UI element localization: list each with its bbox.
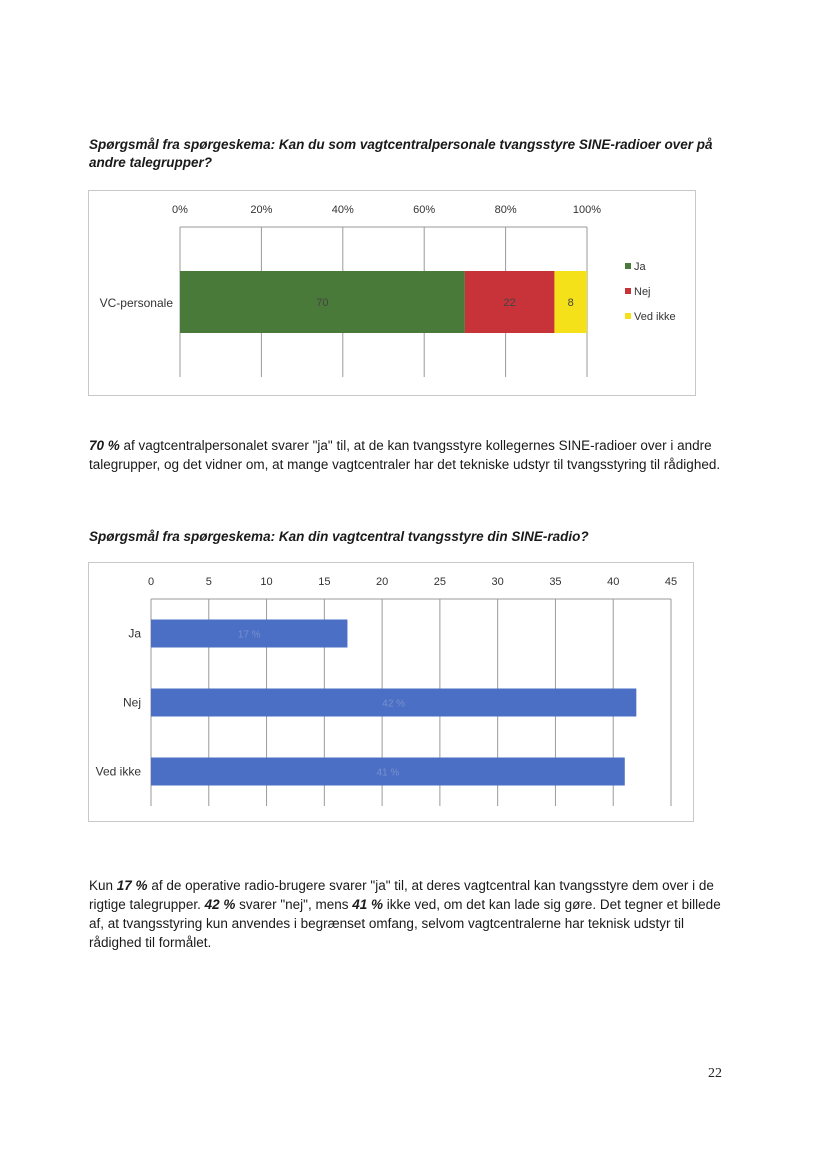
- paragraph-1: [89, 436, 729, 474]
- data-label: 41 %: [376, 767, 400, 779]
- paragraph-2-b3: 41 %: [352, 897, 384, 912]
- legend-swatch: [625, 288, 631, 294]
- x-tick-label: 0: [147, 576, 155, 588]
- category-label: Ved ikke: [95, 764, 141, 779]
- paragraph-2-t3: svarer "nej", mens: [235, 897, 353, 912]
- x-tick-label: 80%: [494, 204, 517, 216]
- x-tick-label: 40%: [331, 204, 354, 216]
- x-tick-label: 15: [318, 576, 331, 588]
- legend-label: Ja: [634, 261, 646, 273]
- legend-swatch: [625, 263, 631, 269]
- chart-2-frame: [88, 562, 694, 822]
- category-label: Nej: [122, 695, 141, 710]
- data-label: 70: [316, 297, 329, 309]
- paragraph-2-t4: ikke ved, om det kan lade sig gøre. Det tegner et billede af, at tvangsstyring kun anvendes i begrænset omfang, selvom vagtcentralerne har teknisk udstyr til rådighed til formålet.: [89, 897, 721, 950]
- x-tick-label: 20%: [250, 204, 273, 216]
- data-label: 42 %: [382, 698, 406, 710]
- x-tick-label: 45: [664, 576, 678, 588]
- x-tick-label: 35: [549, 576, 562, 588]
- x-tick-label: 5: [205, 576, 212, 588]
- data-label: 22: [503, 297, 516, 309]
- x-tick-label: 25: [433, 576, 447, 588]
- x-tick-label: 40: [607, 576, 620, 588]
- paragraph-2-b1: 17 %: [116, 878, 148, 893]
- paragraph-2-t1: Kun: [89, 878, 117, 893]
- x-tick-label: 0%: [172, 204, 188, 216]
- question-2: Spørgsmål fra spørgeskema: Kan din vagtcentral tvangsstyre din SINE-radio?: [89, 529, 589, 544]
- paragraph-2: [89, 876, 729, 952]
- stacked-bar-chart: [89, 191, 695, 395]
- x-tick-label: 20: [375, 576, 389, 588]
- chart-1-frame: [88, 190, 696, 396]
- paragraph-1-lead: 70 %: [89, 438, 120, 453]
- legend-swatch: [625, 313, 631, 319]
- category-label: VC-personale: [99, 296, 173, 310]
- x-tick-label: 10: [260, 576, 273, 588]
- category-label: Ja: [128, 626, 141, 641]
- legend-label: Nej: [634, 286, 651, 298]
- bar-chart: [89, 563, 693, 821]
- legend-label: Ved ikke: [634, 311, 676, 323]
- page-number: 22: [708, 1066, 722, 1081]
- question-1: Spørgsmål fra spørgeskema: Kan du som vagtcentralpersonale tvangsstyre SINE-radioer over på andre talegrupper?: [89, 137, 713, 170]
- data-label: 17 %: [237, 629, 261, 641]
- data-label: 8: [567, 297, 574, 309]
- paragraph-2-t2: af de operative radio-brugere svarer "ja" til, at deres vagtcentral kan tvangsstyre dem over i de rigtige talegrupper.: [89, 878, 714, 912]
- paragraph-1-text: af vagtcentralpersonalet svarer "ja" til, at de kan tvangsstyre kollegernes SINE-radioer over i andre talegrupper, og det vidner om, at mange vagtcentraler har det tekniske udstyr til tvangsstyring til rådighed.: [89, 438, 721, 472]
- x-tick-label: 60%: [413, 204, 436, 216]
- x-tick-label: 30: [491, 576, 504, 588]
- x-tick-label: 100%: [572, 204, 602, 216]
- paragraph-2-b2: 42 %: [204, 897, 236, 912]
